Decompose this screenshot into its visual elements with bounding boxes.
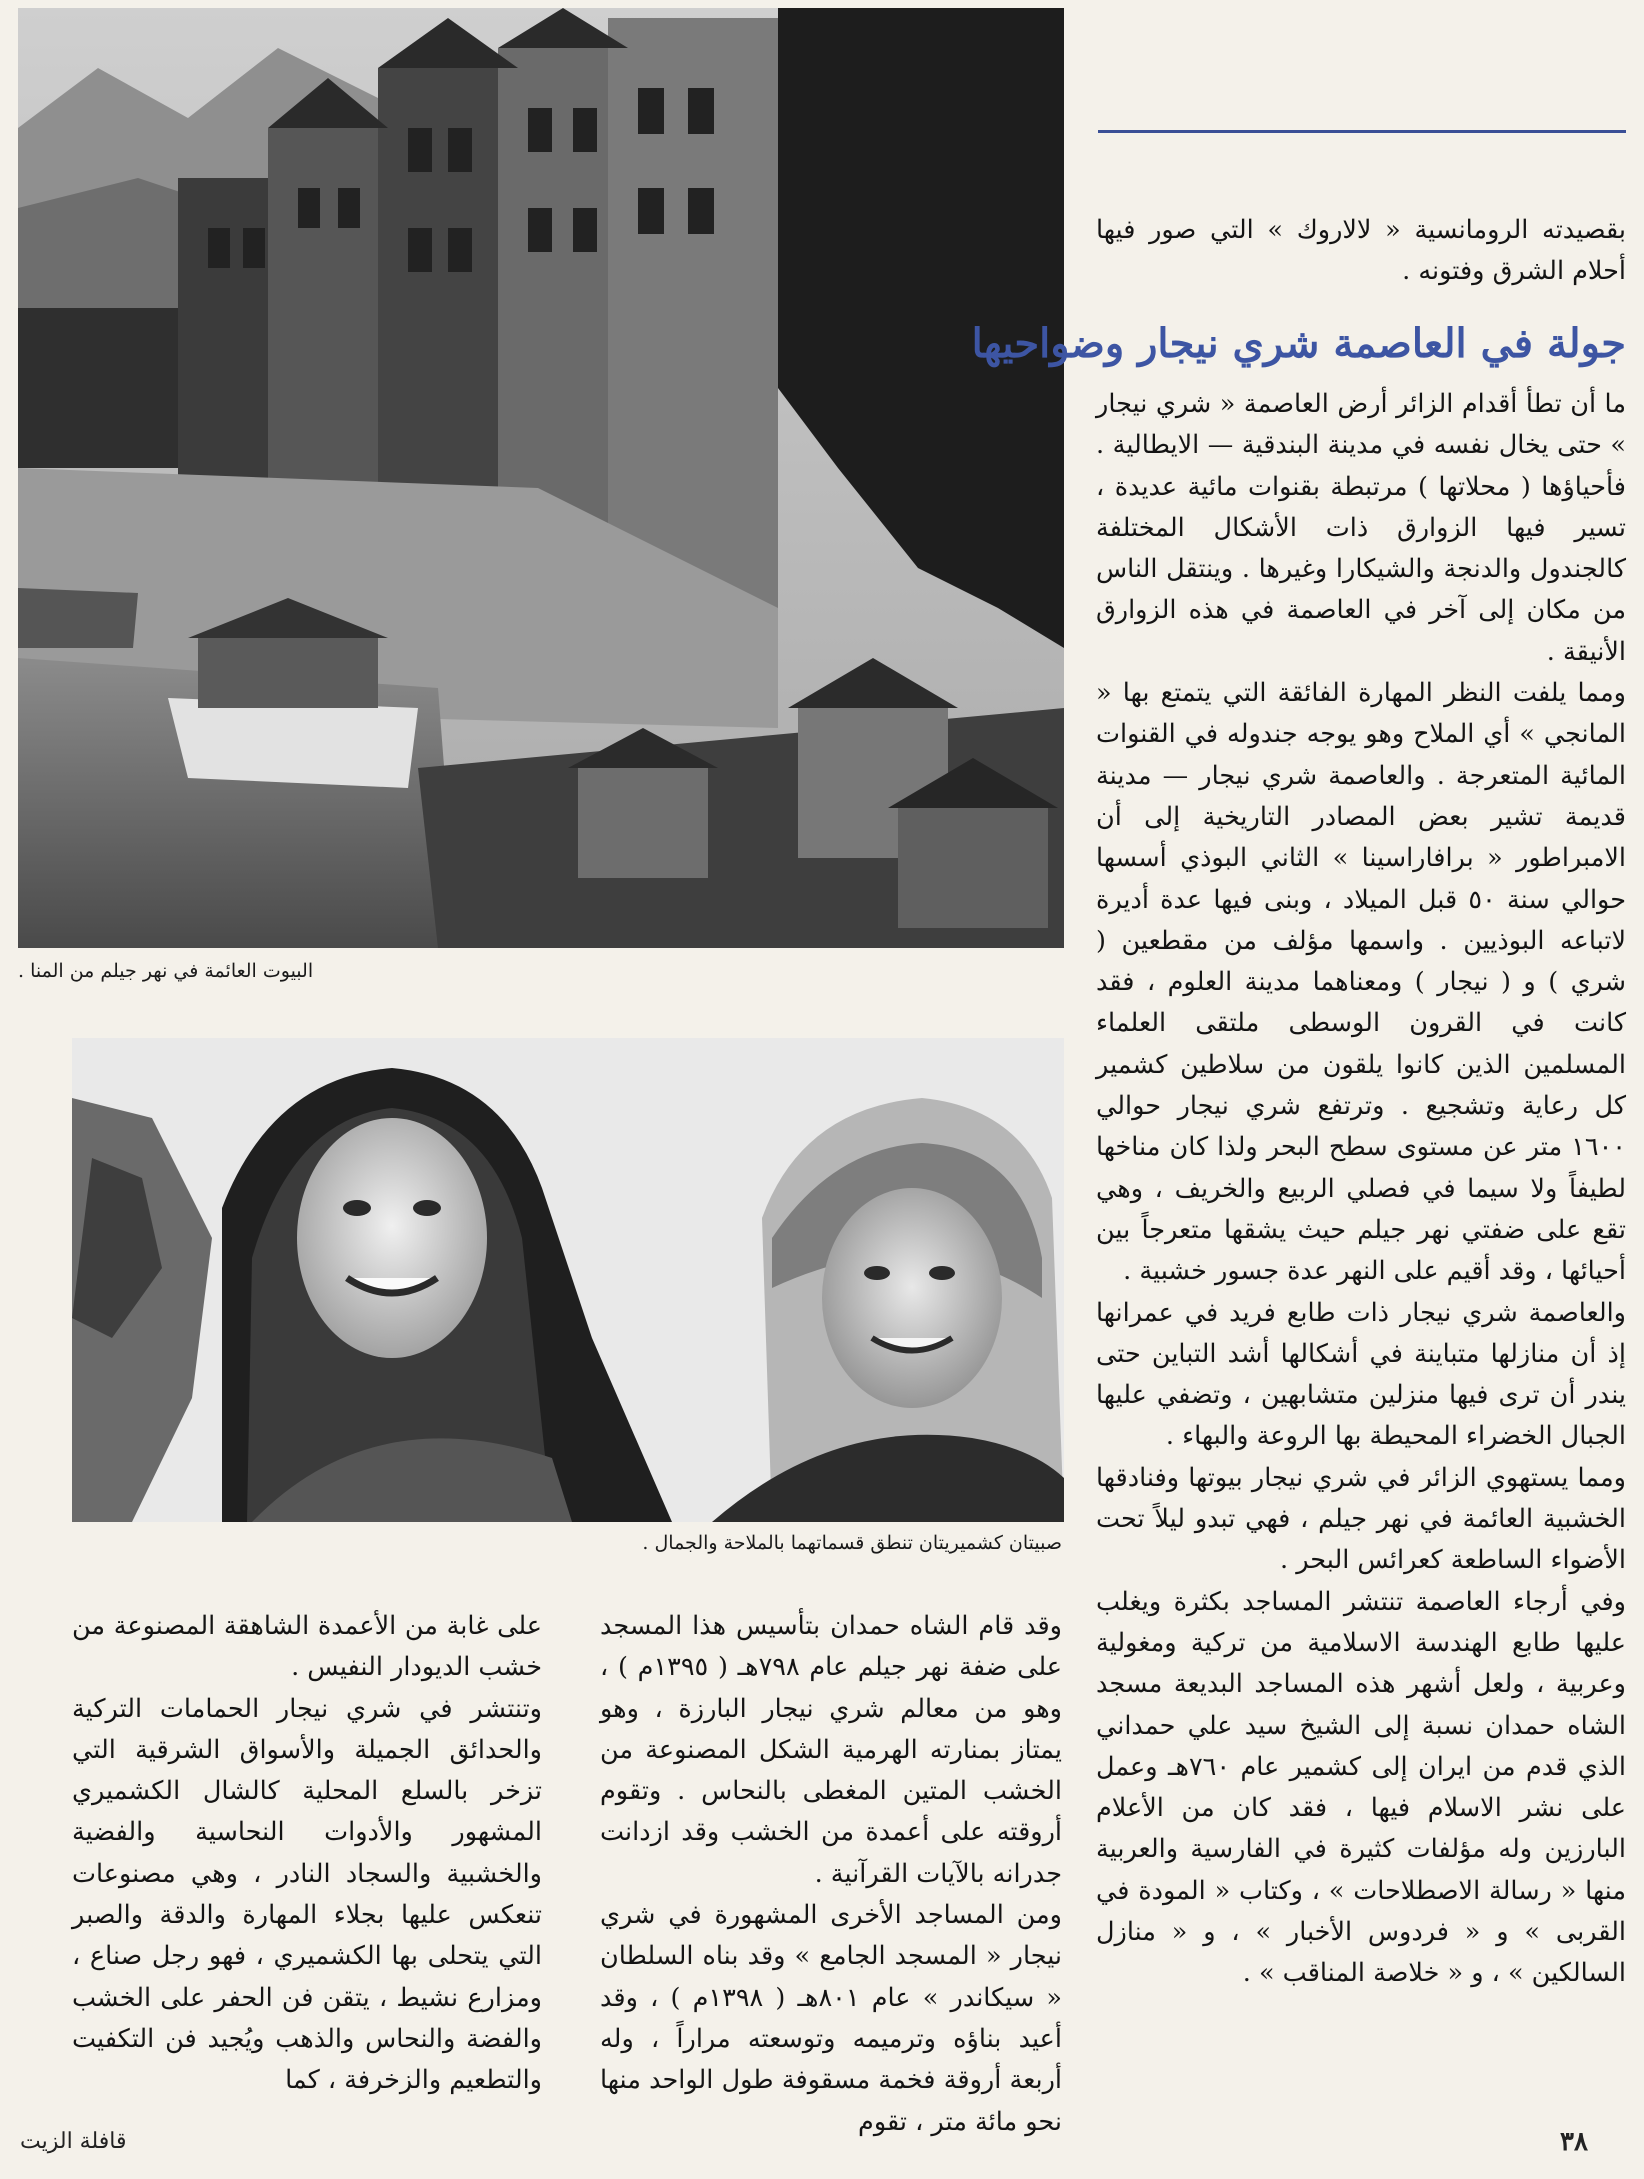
right-paragraph-3: والعاصمة شري نيجار ذات طابع فريد في عمرانها إذ أن منازلها متباينة في أشكالها أشد التباين حتى يندر أن ترى فيها منزلين متشابهين ، وتضفي عليها الجبال الخضراء المحيطة بها الروعة والبهاء . xyxy=(1096,1297,1626,1452)
right-column-intro xyxy=(1096,210,1626,293)
left-paragraph-2: وتنتشر في شري نيجار الحمامات التركية والحدائق الجميلة والأسواق الشرقية التي تزخر بالسلع المحلية كالشال الكشميري المشهور والأدوات النحاسية والفضية والخشبية والسجاد النادر ، وهي مصنوعات تنعكس عليها بجلاء المهارة والدقة والصبر التي يتحلى بها الكشميري ، فهو رجل صناع ، ومزارع نشيط ، يتقن فن الحفر على الخشب والفضة والنحاس والذهب ويُجيد فن التكفيت والتطعيم والزخرفة ، كما xyxy=(72,1693,542,2096)
intro-paragraph: بقصيدته الرومانسية « لالاروك » التي صور فيها أحلام الشرق وفتونه . xyxy=(1096,215,1626,287)
girls-caption: صبيتان كشميريتان تنطق قسماتهما بالملاحة والجمال . xyxy=(642,1532,1062,1554)
houseboats-photo xyxy=(18,8,1064,948)
middle-column xyxy=(600,1606,1062,2143)
section-rule xyxy=(1098,130,1626,133)
page-number: ٣٨ xyxy=(1560,2127,1588,2157)
kashmiri-girls-photo xyxy=(72,1038,1064,1522)
section-heading: جولة في العاصمة شري نيجار وضواحيها xyxy=(971,320,1626,367)
middle-paragraph-1: وقد قام الشاه حمدان بتأسيس هذا المسجد على ضفة نهر جيلم عام ٧٩٨هـ ( ١٣٩٥م ) ، وهو من معالم شري نيجار البارزة ، وهو يمتاز بمنارته الهرمية الشكل المصنوعة من الخشب المتين المغطى بالنحاس . وتقوم أروقته على أعمدة من الخشب وقد ازدانت جدرانه بالآيات القرآنية . xyxy=(600,1611,1063,1889)
right-paragraph-1: ما أن تطأ أقدام الزائر أرض العاصمة « شري نيجار » حتى يخال نفسه في مدينة البندقية — الايطالية . فأحياؤها ( محلاتها ) مرتبطة بقنوات مائية عديدة ، تسير فيها الزوارق ذات الأشكال المختلفة كالجندول والدنجة والشيكارا وغيرها . وينتقل الناس من مكان إلى آخر في العاصمة في هذه الزوارق الأنيقة . xyxy=(1096,389,1626,667)
houseboats-caption: البيوت العائمة في نهر جيلم من المنا . xyxy=(18,960,314,982)
right-paragraph-5: وفي أرجاء العاصمة تنتشر المساجد بكثرة ويغلب عليها طابع الهندسة الاسلامية من تركية ومغولية وعربية ، ولعل أشهر هذه المساجد البديعة مسجد الشاه حمدان نسبة إلى الشيخ سيد علي حمداني الذي قدم من ايران إلى كشمير عام ٧٦٠هـ وعمل على نشر الاسلام فيها ، فقد كان من الأعلام البارزين وله مؤلفات كثيرة في الفارسية والعربية منها « رسالة الاصطلاحات » ، وكتاب « المودة في القربى » و « فردوس الأخبار » ، و « منازل السالكين » ، و « خلاصة المناقب » . xyxy=(1096,1586,1626,1989)
right-paragraph-2: ومما يلفت النظر المهارة الفائقة التي يتمتع بها « المانجي » أي الملاح وهو يوجه جندوله في القنوات المائية المتعرجة . والعاصمة شري نيجار — مدينة قديمة تشير بعض المصادر التاريخية إلى أن الامبراطور « برافاراسينا » الثاني البوذي أسسها حوالي سنة ٥٠ قبل الميلاد ، وبنى فيها عدة أديرة لاتباعه البوذيين . واسمها مؤلف من مقطعين ( شري ) و ( نيجار ) ومعناهما مدينة العلوم ، فقد كانت في القرون الوسطى ملتقى العلماء المسلمين الذين كانوا يلقون من سلاطين كشمير كل رعاية وتشجيع . وترتفع شري نيجار حوالي ١٦٠٠ متر عن مستوى سطح البحر ولذا كان مناخها لطيفاً ولا سيما في فصلي الربيع والخريف ، وهي تقع على ضفتي نهر جيلم حيث يشقها متعرجاً بين أحيائها ، وقد أقيم على النهر عدة جسور خشبية . xyxy=(1096,678,1626,1287)
right-paragraph-4: ومما يستهوي الزائر في شري نيجار بيوتها وفنادقها الخشبية العائمة في نهر جيلم ، فهي تبدو ليلاً تحت الأضواء الساطعة كعرائس البحر . xyxy=(1096,1462,1626,1576)
left-paragraph-1: على غابة من الأعمدة الشاهقة المصنوعة من خشب الديودار النفيس . xyxy=(72,1611,542,1683)
left-column xyxy=(72,1606,542,2102)
middle-paragraph-2: ومن المساجد الأخرى المشهورة في شري نيجار « المسجد الجامع » وقد بناه السلطان « سيكاندر » عام ٨٠١هـ ( ١٣٩٨م ) ، وقد أعيد بناؤه وترميمه وتوسعته مراراً ، وله أربعة أروقة فخمة مسقوفة طول الواحد منها نحو مائة متر ، تقوم xyxy=(600,1900,1062,2137)
magazine-name: قافلة الزيت xyxy=(20,2129,127,2154)
right-column xyxy=(1096,384,1626,1995)
